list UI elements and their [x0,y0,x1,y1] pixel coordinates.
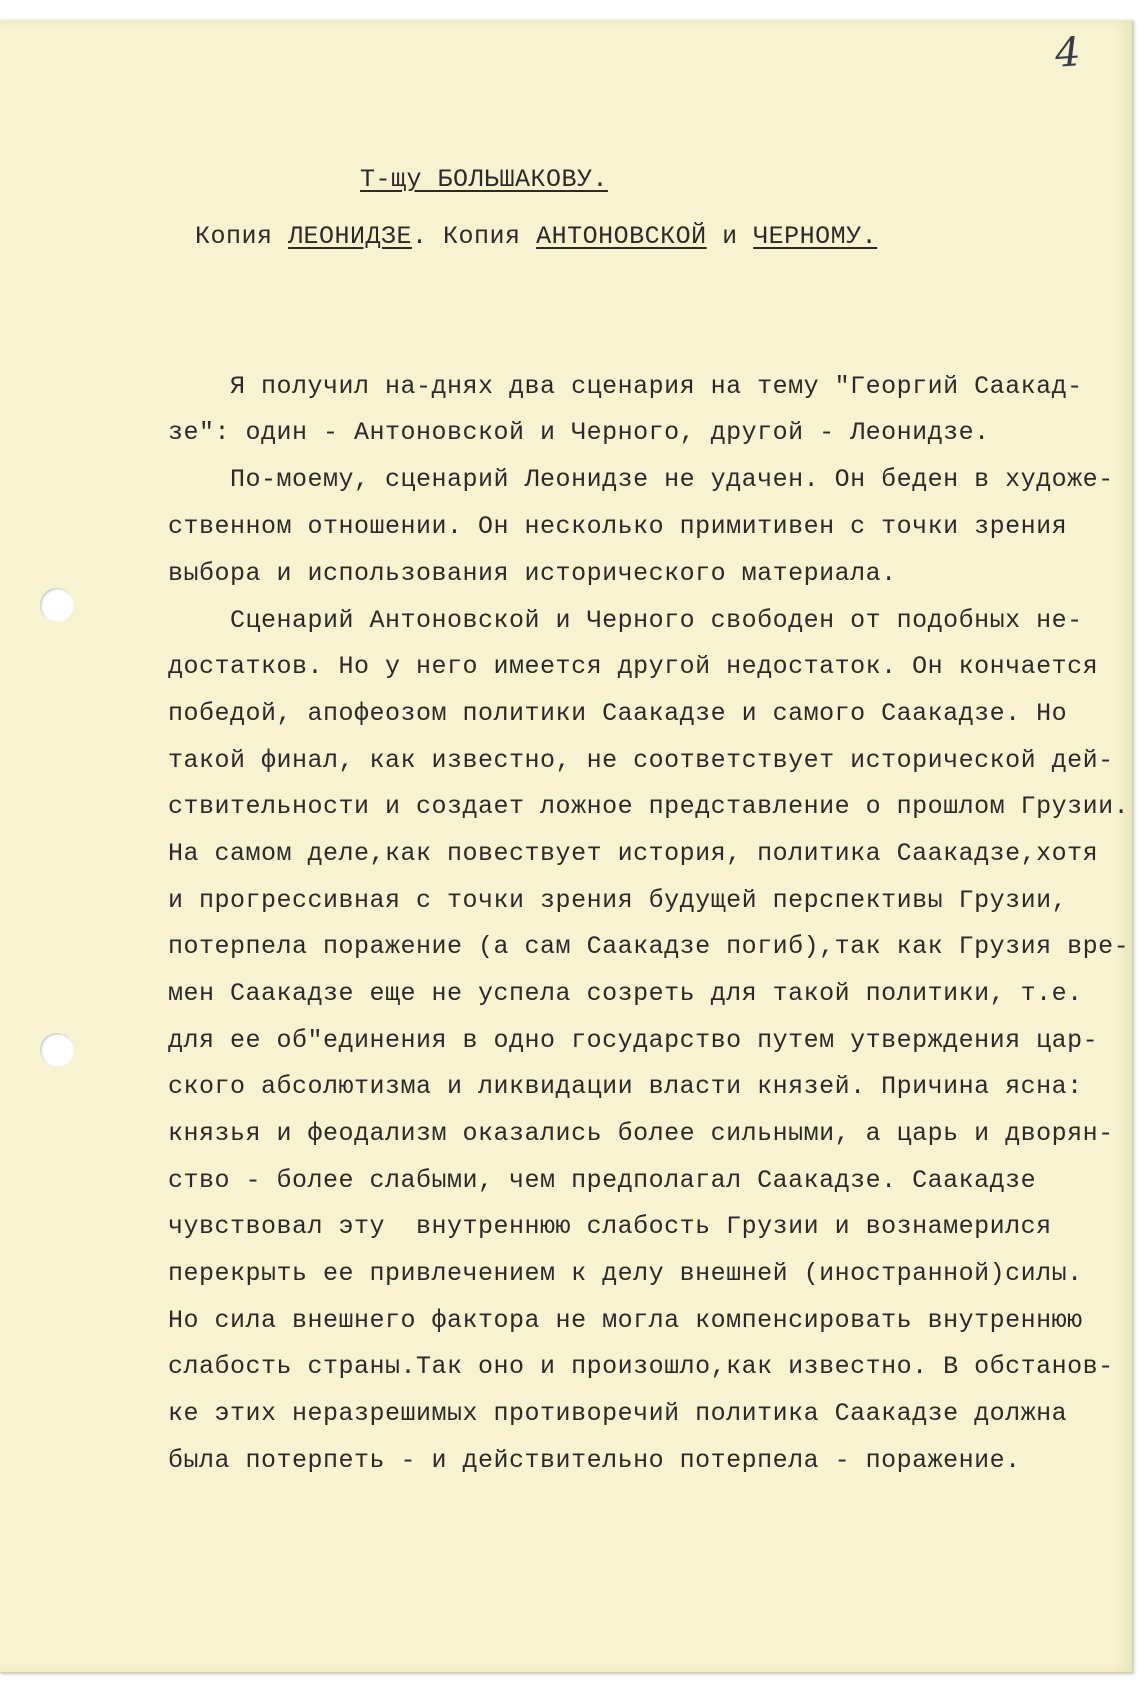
body-line: ского абсолютизма и ликвидации власти князей. Причина ясна: [168,1072,1083,1101]
copy-recipient-cherny: ЧЕРНОМУ. [753,222,878,251]
page-number: 4 [1053,29,1083,77]
body-line: На самом деле,как повествует история, политика Саакадзе,хотя [168,839,1099,868]
body-line: перекрыть ее привлечением к делу внешней (иностранной)силы. [168,1259,1083,1288]
punch-hole [40,1033,74,1067]
punch-hole [40,588,74,622]
copy-recipient-antonovskaya: АНТОНОВСКОЙ [536,222,707,251]
body-line: победой, апофеозом политики Саакадзе и самого Саакадзе. Но [168,699,1068,728]
copy-recipient-leonidze: ЛЕОНИДЗЕ [288,222,413,251]
body-line: По-моему, сценарий Леонидзе не удачен. Он беден в художе- [168,465,1114,494]
body-line: ственном отношении. Он несколько примитивен с точки зрения [168,512,1068,541]
body-line: достатков. Но у него имеется другой недостаток. Он кончается [168,652,1099,681]
body-line: была потерпеть - и действительно потерпела - поражение. [168,1446,1021,1475]
copies-mid: . Копия [412,222,537,251]
addressee-line: Т-щу БОЛЬШАКОВУ. [360,165,609,194]
body-line: такой финал, как известно, не соответствует исторической дей- [168,746,1114,775]
body-line: князья и феодализм оказались более сильными, а царь и дворян- [168,1119,1114,1148]
body-line: ство - более слабыми, чем предполагал Саакадзе. Саакадзе [168,1166,1037,1195]
body-line: ке этих неразрешимых противоречий политика Саакадзе должна [168,1399,1068,1428]
body-line: выбора и использования исторического материала. [168,559,897,588]
body-line: Но сила внешнего фактора не могла компенсировать внутреннюю [168,1306,1083,1335]
body-line: потерпела поражение (а сам Саакадзе погиб),так как Грузия вре- [168,932,1130,961]
body-line: ствительности и создает ложное представление о прошлом Грузии. [168,792,1130,821]
body-line: чувствовал эту внутреннюю слабость Грузии и вознамерился [168,1212,1052,1241]
body-line: для ее об"единения в одно государство путем утверждения цар- [168,1026,1099,1055]
body-line: Я получил на-днях два сценария на тему "Георгий Саакад- [168,372,1083,401]
copies-prefix-1: Копия [195,222,289,251]
body-line: и прогрессивная с точки зрения будущей перспективы Грузии, [168,886,1068,915]
body-line: мен Саакадзе еще не успела созреть для такой политики, т.е. [168,979,1083,1008]
copies-line [195,222,877,251]
copies-and: и [706,222,754,251]
body-line: зе": один - Антоновской и Черного, другой - Леонидзе. [168,418,990,447]
body-line: слабость страны.Так оно и произошло,как известно. В обстанов- [168,1352,1114,1381]
body-line: Сценарий Антоновской и Черного свободен от подобных не- [168,606,1083,635]
